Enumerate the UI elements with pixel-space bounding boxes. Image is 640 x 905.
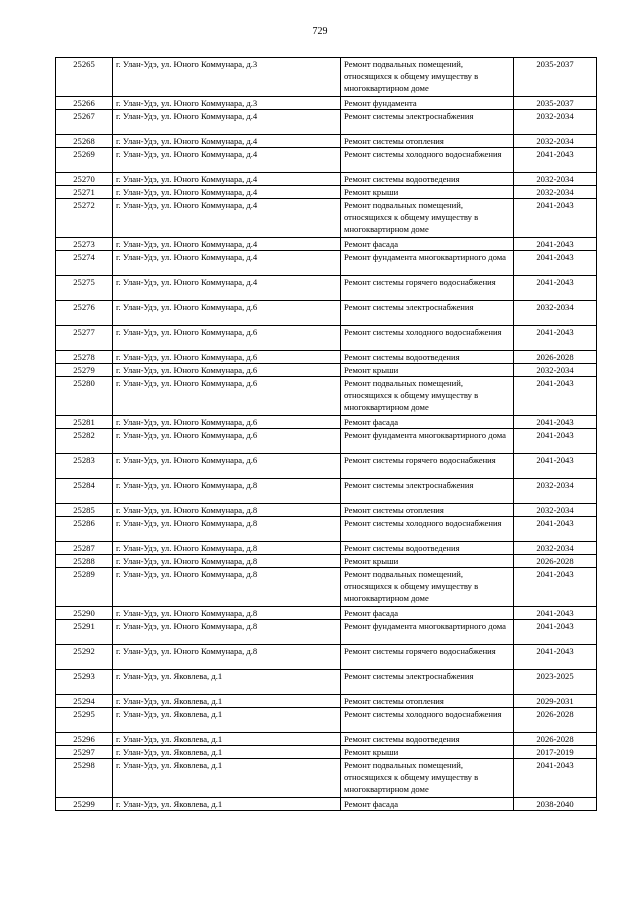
period-cell: 2032-2034 [514, 135, 597, 148]
address-cell: г. Улан-Удэ, ул. Юного Коммунара, д.4 [113, 173, 341, 186]
work-type-cell: Ремонт системы горячего водоснабжения [341, 454, 514, 479]
address-cell: г. Улан-Удэ, ул. Юного Коммунара, д.8 [113, 555, 341, 568]
address-cell: г. Улан-Удэ, ул. Юного Коммунара, д.4 [113, 148, 341, 173]
address-cell: г. Улан-Удэ, ул. Юного Коммунара, д.6 [113, 454, 341, 479]
address-cell: г. Улан-Удэ, ул. Юного Коммунара, д.3 [113, 58, 341, 97]
table-row [56, 504, 597, 517]
address-cell: г. Улан-Удэ, ул. Яковлева, д.1 [113, 759, 341, 798]
row-number-cell: 25293 [56, 670, 113, 695]
period-cell: 2041-2043 [514, 568, 597, 607]
row-number-cell: 25273 [56, 238, 113, 251]
period-cell: 2041-2043 [514, 454, 597, 479]
works-table [55, 57, 597, 811]
work-type-cell: Ремонт фасада [341, 238, 514, 251]
row-number-cell: 25270 [56, 173, 113, 186]
address-cell: г. Улан-Удэ, ул. Юного Коммунара, д.8 [113, 607, 341, 620]
period-cell: 2041-2043 [514, 607, 597, 620]
work-type-cell: Ремонт системы отопления [341, 135, 514, 148]
row-number-cell: 25298 [56, 759, 113, 798]
table-row [56, 708, 597, 733]
row-number-cell: 25281 [56, 416, 113, 429]
work-type-cell: Ремонт подвальных помещений, относящихся к общему имуществу в многоквартирном доме [341, 199, 514, 238]
row-number-cell: 25294 [56, 695, 113, 708]
row-number-cell: 25271 [56, 186, 113, 199]
row-number-cell: 25276 [56, 301, 113, 326]
row-number-cell: 25285 [56, 504, 113, 517]
table-row [56, 377, 597, 416]
work-type-cell: Ремонт системы холодного водоснабжения [341, 517, 514, 542]
table-row [56, 695, 597, 708]
period-cell: 2026-2028 [514, 555, 597, 568]
address-cell: г. Улан-Удэ, ул. Юного Коммунара, д.8 [113, 517, 341, 542]
period-cell: 2041-2043 [514, 251, 597, 276]
table-row [56, 186, 597, 199]
work-type-cell: Ремонт системы электроснабжения [341, 110, 514, 135]
table-row [56, 148, 597, 173]
period-cell: 2041-2043 [514, 377, 597, 416]
period-cell: 2041-2043 [514, 416, 597, 429]
work-type-cell: Ремонт крыши [341, 186, 514, 199]
address-cell: г. Улан-Удэ, ул. Юного Коммунара, д.4 [113, 251, 341, 276]
work-type-cell: Ремонт подвальных помещений, относящихся к общему имуществу в многоквартирном доме [341, 58, 514, 97]
work-type-cell: Ремонт системы холодного водоснабжения [341, 708, 514, 733]
row-number-cell: 25277 [56, 326, 113, 351]
address-cell: г. Улан-Удэ, ул. Юного Коммунара, д.6 [113, 326, 341, 351]
work-type-cell: Ремонт фундамента многоквартирного дома [341, 429, 514, 454]
table-row [56, 620, 597, 645]
period-cell: 2032-2034 [514, 542, 597, 555]
table-row [56, 58, 597, 97]
address-cell: г. Улан-Удэ, ул. Яковлева, д.1 [113, 733, 341, 746]
period-cell: 2038-2040 [514, 798, 597, 811]
period-cell: 2026-2028 [514, 708, 597, 733]
period-cell: 2032-2034 [514, 301, 597, 326]
period-cell: 2023-2025 [514, 670, 597, 695]
address-cell: г. Улан-Удэ, ул. Юного Коммунара, д.4 [113, 186, 341, 199]
period-cell: 2041-2043 [514, 517, 597, 542]
row-number-cell: 25289 [56, 568, 113, 607]
row-number-cell: 25299 [56, 798, 113, 811]
period-cell: 2026-2028 [514, 733, 597, 746]
row-number-cell: 25280 [56, 377, 113, 416]
table-row [56, 479, 597, 504]
table-row [56, 326, 597, 351]
period-cell: 2032-2034 [514, 504, 597, 517]
work-type-cell: Ремонт подвальных помещений, относящихся к общему имуществу в многоквартирном доме [341, 377, 514, 416]
table-row [56, 733, 597, 746]
work-type-cell: Ремонт подвальных помещений, относящихся к общему имуществу в многоквартирном доме [341, 568, 514, 607]
row-number-cell: 25267 [56, 110, 113, 135]
table-row [56, 607, 597, 620]
address-cell: г. Улан-Удэ, ул. Юного Коммунара, д.8 [113, 504, 341, 517]
table-row [56, 364, 597, 377]
table-row [56, 568, 597, 607]
row-number-cell: 25288 [56, 555, 113, 568]
work-type-cell: Ремонт системы горячего водоснабжения [341, 645, 514, 670]
table-row [56, 301, 597, 326]
address-cell: г. Улан-Удэ, ул. Юного Коммунара, д.4 [113, 238, 341, 251]
period-cell: 2032-2034 [514, 110, 597, 135]
period-cell: 2035-2037 [514, 58, 597, 97]
work-type-cell: Ремонт подвальных помещений, относящихся к общему имуществу в многоквартирном доме [341, 759, 514, 798]
work-type-cell: Ремонт системы холодного водоснабжения [341, 326, 514, 351]
row-number-cell: 25284 [56, 479, 113, 504]
address-cell: г. Улан-Удэ, ул. Юного Коммунара, д.8 [113, 645, 341, 670]
table-row [56, 97, 597, 110]
work-type-cell: Ремонт системы электроснабжения [341, 301, 514, 326]
work-type-cell: Ремонт системы электроснабжения [341, 670, 514, 695]
period-cell: 2041-2043 [514, 199, 597, 238]
period-cell: 2041-2043 [514, 276, 597, 301]
address-cell: г. Улан-Удэ, ул. Яковлева, д.1 [113, 695, 341, 708]
work-type-cell: Ремонт фасада [341, 607, 514, 620]
row-number-cell: 25268 [56, 135, 113, 148]
table-row [56, 645, 597, 670]
period-cell: 2041-2043 [514, 429, 597, 454]
address-cell: г. Улан-Удэ, ул. Юного Коммунара, д.4 [113, 199, 341, 238]
address-cell: г. Улан-Удэ, ул. Юного Коммунара, д.6 [113, 429, 341, 454]
row-number-cell: 25275 [56, 276, 113, 301]
work-type-cell: Ремонт системы отопления [341, 504, 514, 517]
work-type-cell: Ремонт фундамента многоквартирного дома [341, 251, 514, 276]
work-type-cell: Ремонт фасада [341, 416, 514, 429]
row-number-cell: 25291 [56, 620, 113, 645]
work-type-cell: Ремонт крыши [341, 364, 514, 377]
row-number-cell: 25297 [56, 746, 113, 759]
work-type-cell: Ремонт системы водоотведения [341, 173, 514, 186]
row-number-cell: 25292 [56, 645, 113, 670]
table-row [56, 199, 597, 238]
row-number-cell: 25283 [56, 454, 113, 479]
period-cell: 2041-2043 [514, 759, 597, 798]
row-number-cell: 25296 [56, 733, 113, 746]
row-number-cell: 25278 [56, 351, 113, 364]
period-cell: 2032-2034 [514, 479, 597, 504]
address-cell: г. Улан-Удэ, ул. Юного Коммунара, д.6 [113, 377, 341, 416]
period-cell: 2041-2043 [514, 326, 597, 351]
work-type-cell: Ремонт крыши [341, 746, 514, 759]
table-row [56, 251, 597, 276]
address-cell: г. Улан-Удэ, ул. Яковлева, д.1 [113, 798, 341, 811]
address-cell: г. Улан-Удэ, ул. Юного Коммунара, д.3 [113, 97, 341, 110]
table-row [56, 276, 597, 301]
work-type-cell: Ремонт крыши [341, 555, 514, 568]
work-type-cell: Ремонт системы водоотведения [341, 733, 514, 746]
table-row [56, 670, 597, 695]
table-row [56, 416, 597, 429]
address-cell: г. Улан-Удэ, ул. Юного Коммунара, д.8 [113, 620, 341, 645]
period-cell: 2032-2034 [514, 186, 597, 199]
row-number-cell: 25295 [56, 708, 113, 733]
work-type-cell: Ремонт фундамента [341, 97, 514, 110]
period-cell: 2035-2037 [514, 97, 597, 110]
row-number-cell: 25287 [56, 542, 113, 555]
address-cell: г. Улан-Удэ, ул. Юного Коммунара, д.8 [113, 568, 341, 607]
row-number-cell: 25265 [56, 58, 113, 97]
row-number-cell: 25272 [56, 199, 113, 238]
row-number-cell: 25282 [56, 429, 113, 454]
address-cell: г. Улан-Удэ, ул. Юного Коммунара, д.6 [113, 301, 341, 326]
table-row [56, 110, 597, 135]
work-type-cell: Ремонт системы горячего водоснабжения [341, 276, 514, 301]
row-number-cell: 25279 [56, 364, 113, 377]
address-cell: г. Улан-Удэ, ул. Юного Коммунара, д.4 [113, 110, 341, 135]
period-cell: 2041-2043 [514, 645, 597, 670]
period-cell: 2029-2031 [514, 695, 597, 708]
work-type-cell: Ремонт системы водоотведения [341, 351, 514, 364]
period-cell: 2041-2043 [514, 238, 597, 251]
row-number-cell: 25269 [56, 148, 113, 173]
row-number-cell: 25266 [56, 97, 113, 110]
work-type-cell: Ремонт системы отопления [341, 695, 514, 708]
period-cell: 2041-2043 [514, 620, 597, 645]
address-cell: г. Улан-Удэ, ул. Юного Коммунара, д.8 [113, 479, 341, 504]
period-cell: 2032-2034 [514, 173, 597, 186]
table-row [56, 238, 597, 251]
period-cell: 2017-2019 [514, 746, 597, 759]
work-type-cell: Ремонт фундамента многоквартирного дома [341, 620, 514, 645]
row-number-cell: 25286 [56, 517, 113, 542]
address-cell: г. Улан-Удэ, ул. Яковлева, д.1 [113, 746, 341, 759]
table-row [56, 517, 597, 542]
address-cell: г. Улан-Удэ, ул. Юного Коммунара, д.4 [113, 276, 341, 301]
period-cell: 2041-2043 [514, 148, 597, 173]
work-type-cell: Ремонт фасада [341, 798, 514, 811]
table-row [56, 351, 597, 364]
table-row [56, 746, 597, 759]
table-row [56, 429, 597, 454]
work-type-cell: Ремонт системы водоотведения [341, 542, 514, 555]
table-row [56, 173, 597, 186]
table-row [56, 759, 597, 798]
works-table-body [56, 58, 597, 811]
address-cell: г. Улан-Удэ, ул. Юного Коммунара, д.8 [113, 542, 341, 555]
table-row [56, 555, 597, 568]
address-cell: г. Улан-Удэ, ул. Юного Коммунара, д.4 [113, 135, 341, 148]
address-cell: г. Улан-Удэ, ул. Юного Коммунара, д.6 [113, 364, 341, 377]
table-row [56, 135, 597, 148]
table-row [56, 454, 597, 479]
period-cell: 2026-2028 [514, 351, 597, 364]
address-cell: г. Улан-Удэ, ул. Юного Коммунара, д.6 [113, 416, 341, 429]
table-row [56, 542, 597, 555]
address-cell: г. Улан-Удэ, ул. Яковлева, д.1 [113, 708, 341, 733]
row-number-cell: 25274 [56, 251, 113, 276]
row-number-cell: 25290 [56, 607, 113, 620]
address-cell: г. Улан-Удэ, ул. Яковлева, д.1 [113, 670, 341, 695]
period-cell: 2032-2034 [514, 364, 597, 377]
work-type-cell: Ремонт системы холодного водоснабжения [341, 148, 514, 173]
address-cell: г. Улан-Удэ, ул. Юного Коммунара, д.6 [113, 351, 341, 364]
work-type-cell: Ремонт системы электроснабжения [341, 479, 514, 504]
page-number: 729 [312, 26, 328, 37]
table-row [56, 798, 597, 811]
